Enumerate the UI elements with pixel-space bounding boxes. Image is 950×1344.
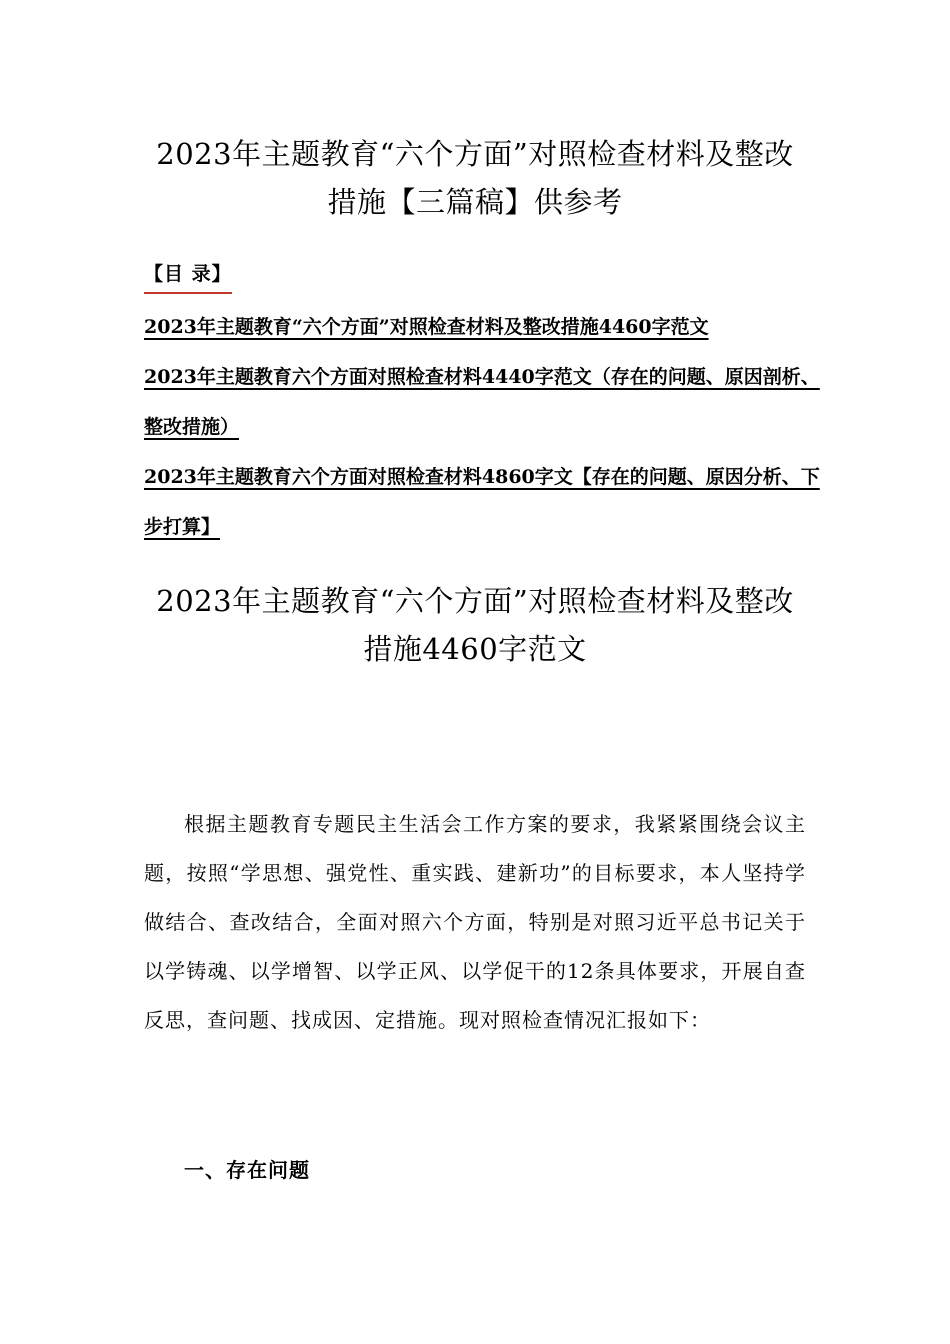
toc-header: 【目 录】 bbox=[144, 258, 232, 294]
table-of-contents bbox=[144, 258, 824, 552]
document-title-line-2: 措施【三篇稿】供参考 bbox=[327, 185, 623, 219]
section-title bbox=[120, 577, 830, 673]
document-title bbox=[120, 130, 830, 226]
intro-paragraph: 根据主题教育专题民主生活会工作方案的要求，我紧紧围绕会议主题，按照“学思想、强党性、重实践、建新功”的目标要求，本人坚持学做结合、查改结合，全面对照六个方面，特别是对照习近平总书记关于以学铸魂、以学增智、以学正风、以学促干的12条具体要求，开展自查反思，查问题、找成因、定措施。现对照检查情况汇报如下： bbox=[144, 812, 806, 1032]
document-title-line-1: 2023年主题教育“六个方面”对照检查材料及整改 bbox=[156, 137, 794, 171]
section-title-line-2: 措施4460字范文 bbox=[363, 632, 587, 666]
toc-link-1[interactable]: 2023年主题教育“六个方面”对照检查材料及整改措施4460字范文 bbox=[144, 316, 709, 338]
toc-link-2[interactable]: 2023年主题教育六个方面对照检查材料4440字范文（存在的问题、原因剖析、整改措施） bbox=[144, 366, 820, 438]
section-title-line-1: 2023年主题教育“六个方面”对照检查材料及整改 bbox=[156, 584, 794, 618]
heading-existing-problems: 一、存在问题 bbox=[184, 1158, 310, 1182]
toc-link-3[interactable]: 2023年主题教育六个方面对照检查材料4860字文【存在的问题、原因分析、下步打算】 bbox=[144, 466, 820, 538]
